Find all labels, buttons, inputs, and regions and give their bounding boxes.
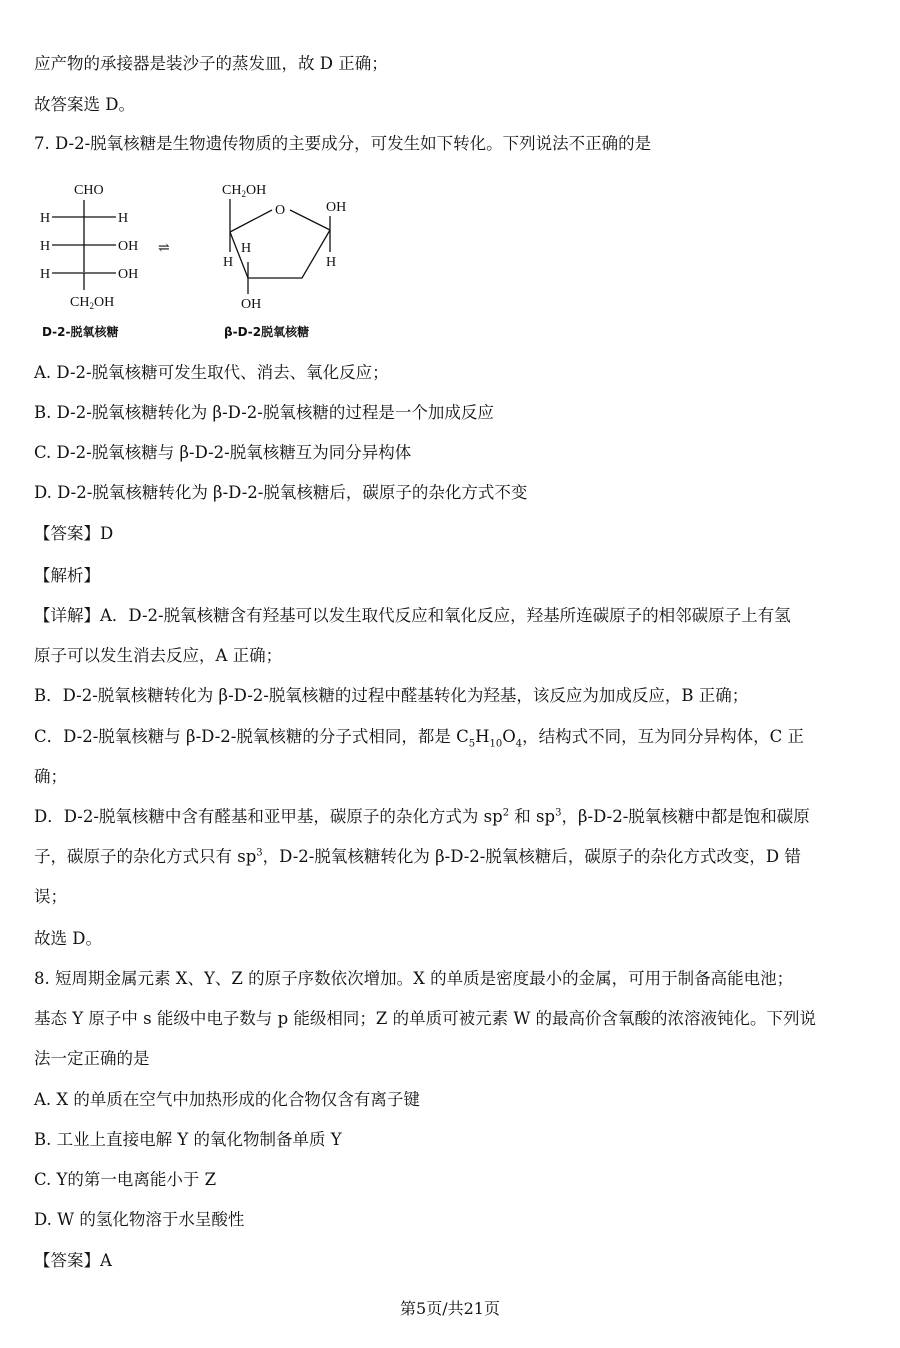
page-footer: 第5页/共21页 [400,1299,500,1318]
option-b: B. D-2-脱氧核糖转化为 β-D-2-脱氧核糖的过程是一个加成反应 [34,403,494,422]
h-label: H [326,255,337,270]
ch2oh-label: $CH_2OH$ [222,183,267,199]
option-c: C. D-2-脱氧核糖与 β-D-2-脱氧核糖互为同分异构体 [34,443,412,462]
h-label: H [223,255,234,270]
detail-line: 【详解】A．D-2-脱氧核糖含有羟基可以发生取代反应和氧化反应，羟基所连碳原子的相邻碳原子上有氢 [34,606,791,625]
answer-label: 【答案】D [34,524,114,543]
analysis-label: 【解析】 [34,566,100,585]
ring-oxygen-label: O [275,203,286,218]
option-d: D. D-2-脱氧核糖转化为 β-D-2-脱氧核糖后，碳原子的杂化方式不变 [34,483,528,502]
ring-bond [230,210,272,232]
oh-label: OH [118,267,139,282]
oh-label: OH [241,297,262,312]
option-a: A. D-2-脱氧核糖可发生取代、消去、氧化反应； [34,363,389,382]
question-8-stem: 基态 Y 原子中 s 能级中电子数与 p 能级相同；Z 的单质可被元素 W 的最高价含氧酸的浓溶液钝化。下列说 [34,1009,817,1028]
option-a: A. X 的单质在空气中加热形成的化合物仅含有离子键 [34,1090,420,1109]
detail-line: B．D-2-脱氧核糖转化为 β-D-2-脱氧核糖的过程中醛基转化为羟基，该反应为加成反应，B 正确； [34,686,749,705]
h-label: H [40,239,51,254]
detail-line: D．D-2-脱氧核糖中含有醛基和亚甲基，碳原子的杂化方式为 $sp^2$ 和 $sp^3$，β-D-2-脱氧核糖中都是饱和碳原 [34,807,810,826]
detail-line: 子，碳原子的杂化方式只有 $sp^3$，D-2-脱氧核糖转化为 β-D-2-脱氧核糖后，碳原子的杂化方式改变，D 错 [34,847,801,866]
oh-label: OH [326,200,347,215]
caption-beta-d2-deoxyribose: β-D-2脱氧核糖 [224,325,310,339]
detail-line: 故选 D。 [34,929,102,948]
detail-line: 误； [34,887,67,906]
option-c: C. Y的第一电离能小于 Z [34,1170,217,1189]
option-d: D. W 的氢化物溶于水呈酸性 [34,1210,245,1229]
cho-label: CHO [74,183,104,198]
answer-label: 【答案】A [34,1251,112,1270]
caption-d2-deoxyribose: D-2-脱氧核糖 [42,325,119,339]
question-7-stem: 7. D-2-脱氧核糖是生物遗传物质的主要成分，可发生如下转化。下列说法不正确的是 [34,134,652,153]
h-label: H [40,211,51,226]
detail-line: C．D-2-脱氧核糖与 β-D-2-脱氧核糖的分子式相同，都是 $C_5H_{10}O_4$，结构式不同，互为同分异构体，C 正 [34,727,805,750]
question-8-stem: 法一定正确的是 [34,1049,150,1068]
question-8-stem: 8. 短周期金属元素 X、Y、Z 的原子序数依次增加。X 的单质是密度最小的金属，可用于制备高能电池； [34,969,794,988]
detail-line: 确； [34,767,67,786]
h-label: H [40,267,51,282]
deoxyribose-structure-figure [34,172,354,352]
oh-label: OH [118,239,139,254]
option-b: B. 工业上直接电解 Y 的氧化物制备单质 Y [34,1130,342,1149]
ring-bond [290,210,330,230]
text-line: 应产物的承接器是装沙子的蒸发皿，故 D 正确； [34,54,388,73]
equilibrium-arrow-icon: ⇌ [158,241,170,256]
h-label: H [241,241,252,256]
h-label: H [118,211,129,226]
ch2oh-label: $CH_2OH$ [70,295,115,311]
detail-line: 原子可以发生消去反应，A 正确； [34,646,283,665]
text-line: 故答案选 D。 [34,95,135,114]
